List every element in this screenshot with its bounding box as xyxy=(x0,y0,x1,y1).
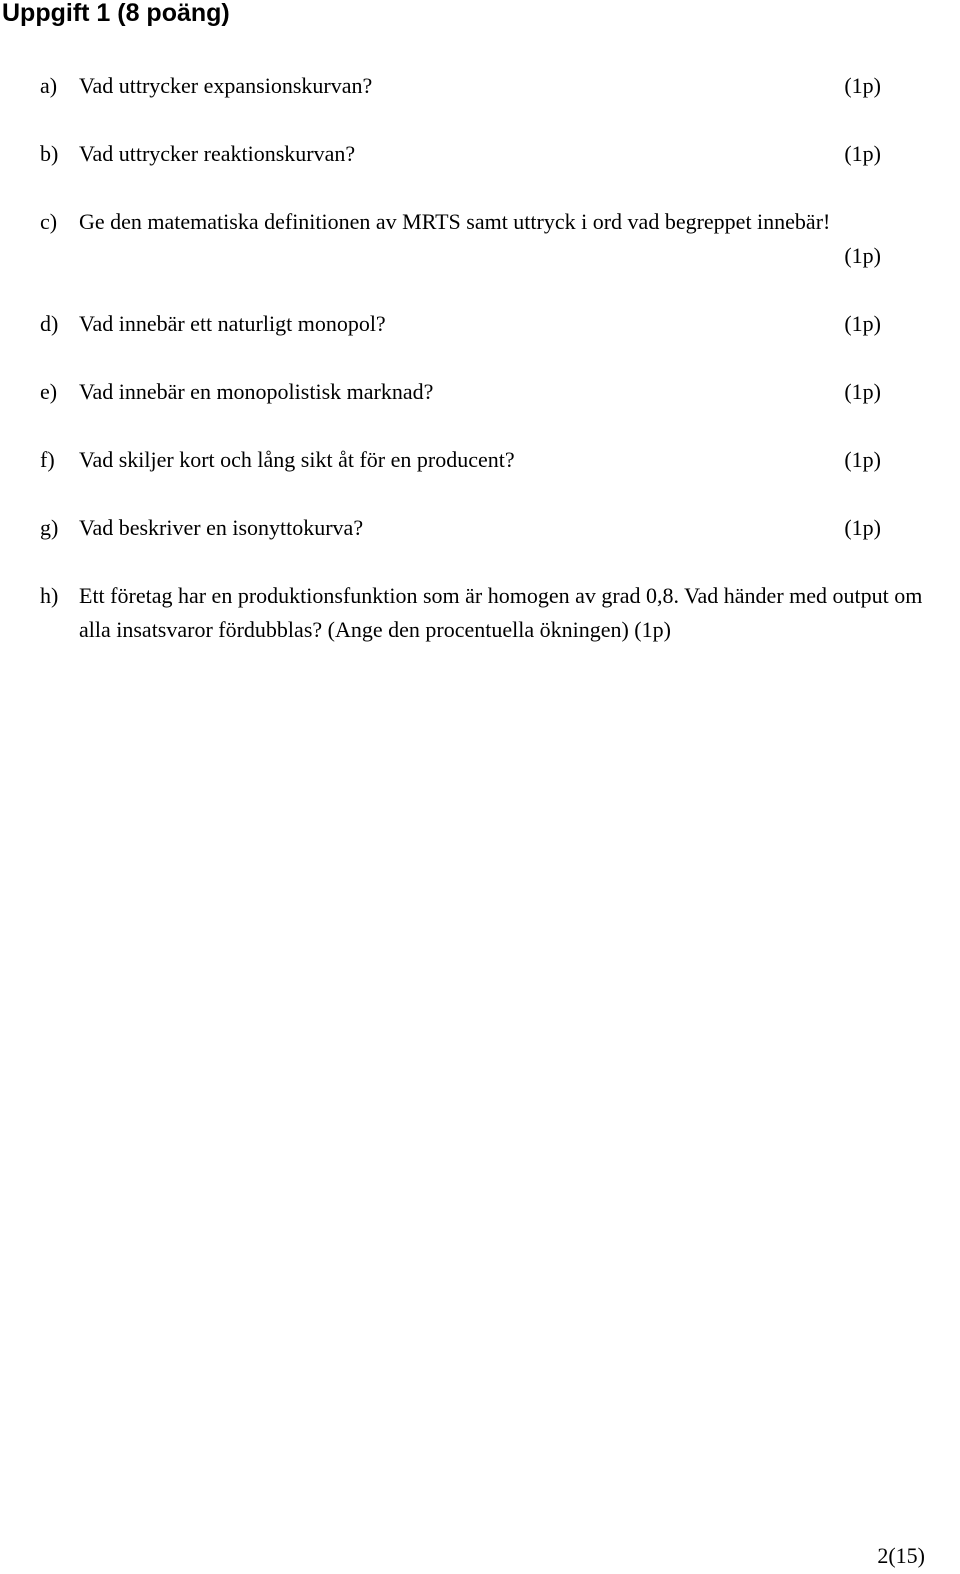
question-text: Ge den matematiska definitionen av MRTS samt uttryck i ord vad begreppet innebär! xyxy=(79,209,831,234)
question-letter: h) xyxy=(40,583,59,608)
question-letter: f) xyxy=(40,447,55,472)
question-letter: d) xyxy=(40,311,59,336)
question-letter: g) xyxy=(40,515,59,540)
question-text: Vad skiljer kort och lång sikt åt för en producent? xyxy=(79,447,515,472)
question-text: Vad uttrycker reaktionskurvan? xyxy=(79,141,356,166)
question-letter: a) xyxy=(40,73,58,98)
question-text: Vad innebär en monopolistisk marknad? xyxy=(79,379,434,404)
section-title: Uppgift 1 (8 poäng) xyxy=(2,0,230,27)
question-letter: c) xyxy=(40,209,58,234)
question-points: (1p) xyxy=(844,311,881,336)
question-letter: b) xyxy=(40,141,59,166)
question-letter: e) xyxy=(40,379,58,404)
question-points: (1p) xyxy=(844,73,881,98)
question-points: (1p) xyxy=(844,447,881,472)
question-points: (1p) xyxy=(844,243,881,268)
question-text: Vad beskriver en isonyttokurva? xyxy=(79,515,364,540)
question-points: (1p) xyxy=(844,379,881,404)
question-text: Ett företag har en produktionsfunktion som är homogen av grad 0,8. Vad händer med output om alla insatsvaror fördubblas? (Ange den procentuella ökningen) (1p) xyxy=(79,583,923,642)
page-number: 2(15) xyxy=(877,1543,925,1568)
question-text: Vad uttrycker expansionskurvan? xyxy=(79,73,373,98)
question-points: (1p) xyxy=(844,515,881,540)
question-text: Vad innebär ett naturligt monopol? xyxy=(79,311,386,336)
question-points: (1p) xyxy=(844,141,881,166)
